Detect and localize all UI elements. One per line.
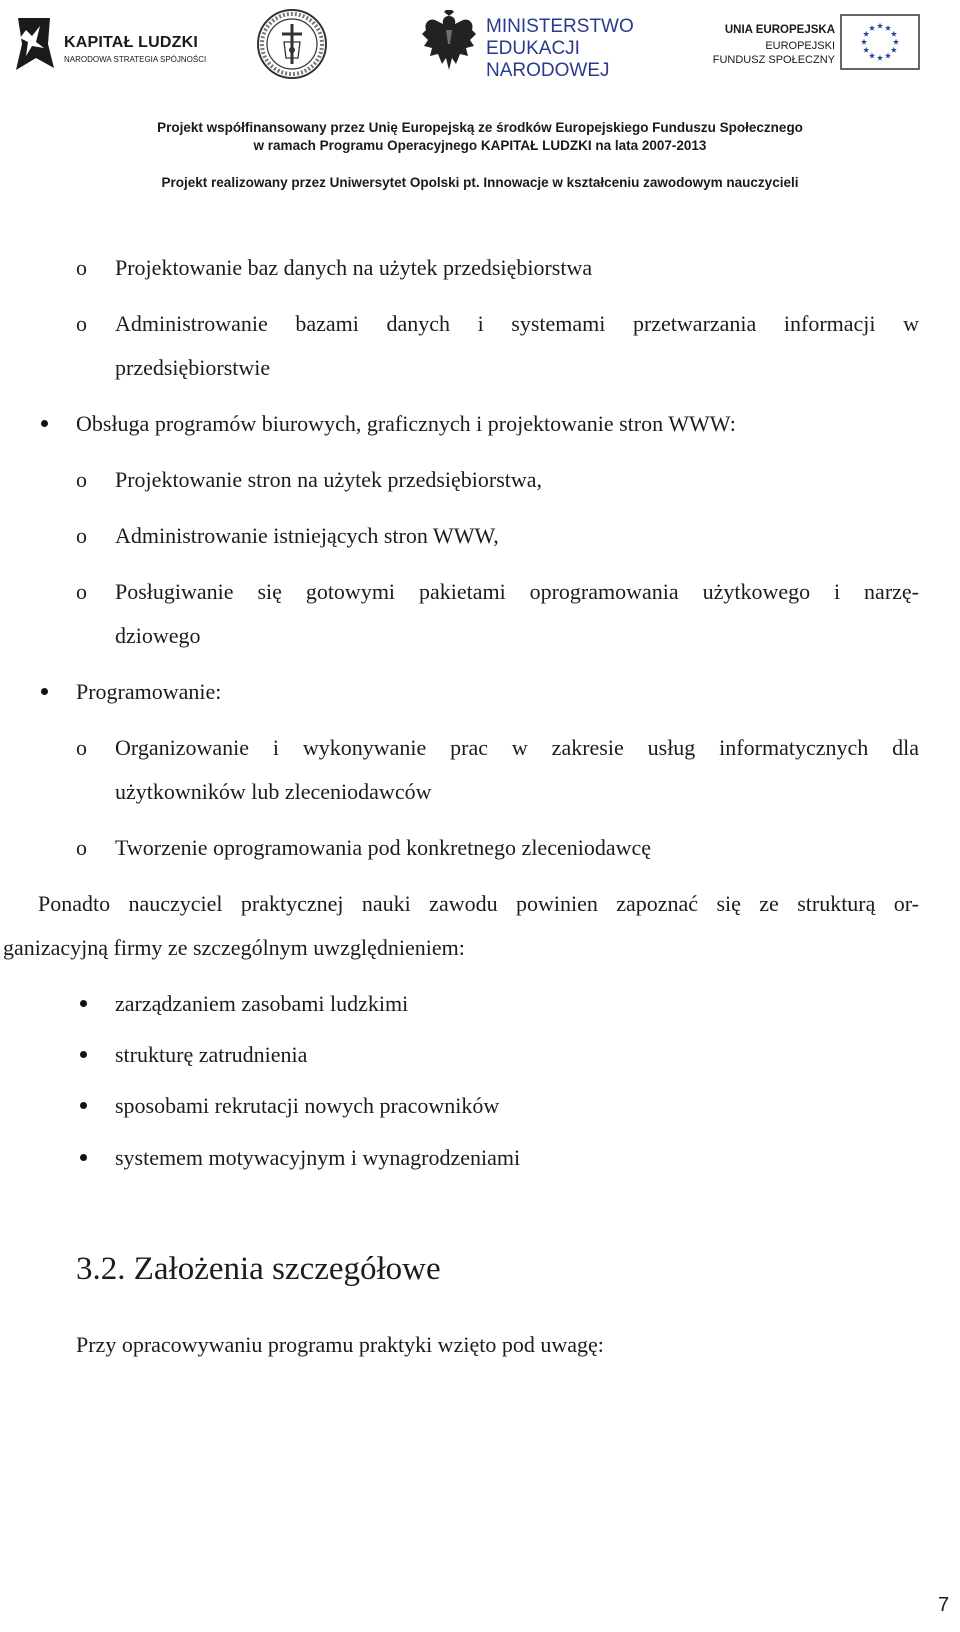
kapital-ludzki-title: KAPITAŁ LUDZKI [64,34,199,51]
sub-bullet-marker: o [76,835,87,860]
list-item: zarządzaniem zasobami ludzkimi [115,991,409,1016]
eu-flag-icon [840,14,920,70]
list-item: Posługiwanie się gotowymi pakietami oprogramowania użytkowego i narzę- [115,579,919,604]
sub-bullet-marker: o [76,311,87,336]
kapital-ludzki-subtitle: NARODOWA STRATEGIA SPÓJNOŚCI [64,55,207,64]
sub-bullet-marker: o [76,255,87,280]
paragraph-line: Ponadto nauczyciel praktycznej nauki zawodu powinien zapoznać się ze strukturą or- [38,891,919,916]
section-heading: 3.2. Założenia szczegółowe [76,1251,441,1287]
sub-bullet-marker: o [76,467,87,492]
header-logos [0,0,960,96]
list-item: strukturę zatrudnienia [115,1042,308,1067]
ministry-line-2: EDUKACJI [486,38,580,59]
list-item: Tworzenie oprogramowania pod konkretnego zleceniodawcę [115,835,652,860]
bullet-dot-icon [80,1000,87,1007]
page-number: 7 [938,1594,950,1616]
list-item: Obsługa programów biurowych, graficznych i projektowanie stron WWW: [76,411,736,436]
sub-bullet-marker: o [76,735,87,760]
ministry-logo [420,8,640,84]
polish-eagle-icon [420,10,478,78]
bullet-dot-icon [80,1102,87,1109]
sub-bullet-marker: o [76,523,87,548]
sub-bullet-marker: o [76,579,87,604]
list-item: Organizowanie i wykonywanie prac w zakresie usług informatycznych dla [115,735,919,760]
kapital-ludzki-emblem-icon [14,14,56,72]
paragraph-line: ganizacyjną firmy ze szczególnym uwzględnieniem: [3,935,465,960]
bullet-dot-icon [41,420,48,427]
list-item-continuation: użytkowników lub zleceniodawców [115,779,432,804]
eu-line-3: FUNDUSZ SPOŁECZNY [712,54,835,66]
list-item-continuation: dziowego [115,623,201,648]
university-seal-icon [256,8,328,80]
bullet-dot-icon [80,1154,87,1161]
list-item: systemem motywacyjnym i wynagrodzeniami [115,1145,521,1170]
eu-line-2: EUROPEJSKI [765,40,835,52]
list-item: sposobami rekrutacji nowych pracowników [115,1093,500,1118]
eu-line-1: UNIA EUROPEJSKA [724,24,835,36]
kapital-ludzki-logo [14,14,207,74]
eu-logo [712,14,920,72]
list-item-continuation: przedsiębiorstwie [115,355,271,380]
ministry-line-1: MINISTERSTWO [486,16,634,37]
funding-line-1: Projekt współfinansowany przez Unię Europejską ze środków Europejskiego Funduszu Społecznego [157,120,803,135]
list-item: Projektowanie baz danych na użytek przedsiębiorstwa [115,255,593,280]
list-item: Projektowanie stron na użytek przedsiębiorstwa, [115,467,543,492]
list-item: Administrowanie bazami danych i systemami przetwarzania informacji w [115,311,919,336]
list-item: Administrowanie istniejących stron WWW, [115,523,499,548]
paragraph-line: Przy opracowywaniu programu praktyki wzięto pod uwagę: [76,1332,604,1357]
funding-line-2: w ramach Programu Operacyjnego KAPITAŁ LUDZKI na lata 2007-2013 [253,138,707,153]
project-line: Projekt realizowany przez Uniwersytet Opolski pt. Innowacje w kształceniu zawodowym nauczycieli [161,175,799,190]
bullet-dot-icon [41,688,48,695]
bullet-dot-icon [80,1051,87,1058]
ministry-line-3: NARODOWEJ [486,60,610,81]
list-item: Programowanie: [76,679,222,704]
